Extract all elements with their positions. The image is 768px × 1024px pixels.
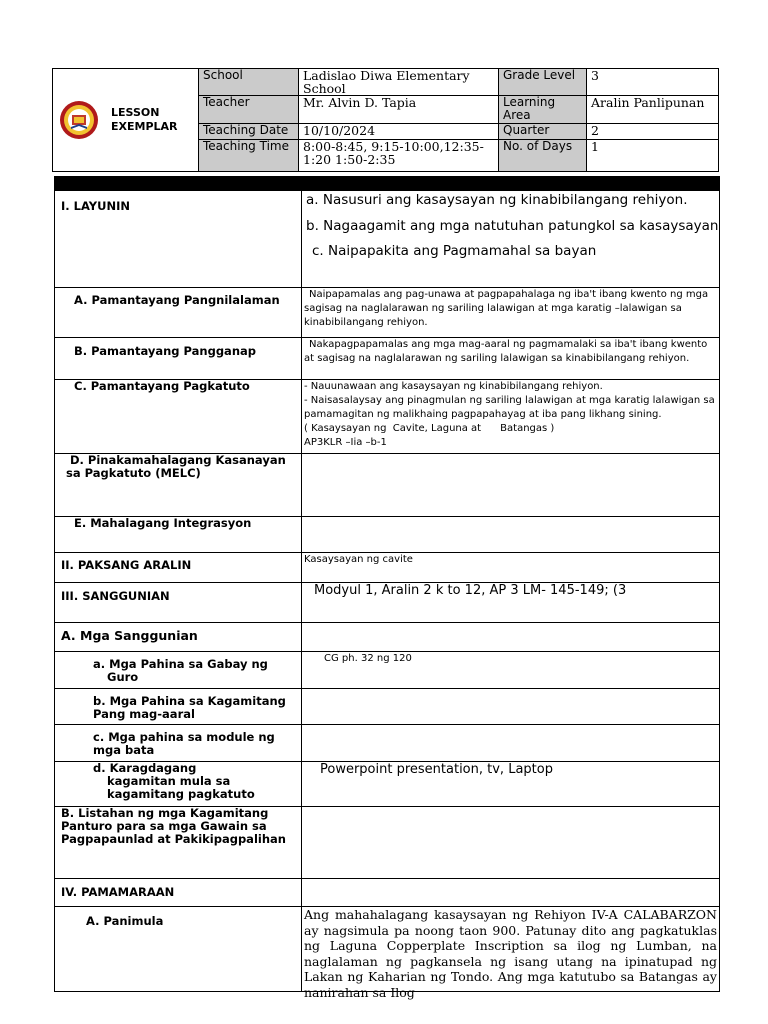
panimula-label: A. Panimula [55, 907, 302, 992]
pamamaraan-value [302, 879, 720, 907]
melc-value [302, 454, 720, 517]
table-row [55, 725, 720, 762]
pagkatuto-line-1: - Nauunawaan ang kasaysayan ng kinabibilangang rehiyon. [304, 381, 603, 392]
sanggunian-label: III. SANGGUNIAN [55, 583, 302, 623]
melc-label: D. Pinakamahalagang Kasanayan sa Pagkatuto (MELC) [55, 454, 302, 517]
table-row [55, 288, 720, 338]
table-row [55, 689, 720, 725]
table-row [55, 338, 720, 380]
pangnilalaman-label: A. Pamantayang Pangnilalaman [55, 288, 302, 338]
table-row [55, 583, 720, 623]
table-row [55, 191, 720, 288]
no-of-days-label: No. of Days [499, 140, 587, 172]
grade-level-label: Grade Level [499, 69, 587, 96]
gabay-guro-label: a. Mga Pahina sa Gabay ng Guro [55, 652, 302, 689]
table-row [55, 454, 720, 517]
integrasyon-label: E. Mahalagang Integrasyon [55, 517, 302, 553]
pagkatuto-label: C. Pamantayang Pagkatuto [55, 380, 302, 454]
panimula-cell [302, 907, 720, 1000]
layunin-objective-a: a. Nasusuri ang kasaysayan ng kinabibilangang rehiyon. [306, 192, 688, 208]
school-seal-icon [59, 100, 99, 140]
layunin-objective-c: c. Naipapakita ang Pagmamahal sa bayan [312, 243, 597, 259]
integrasyon-value [302, 517, 720, 553]
gabay-guro-value: CG ph. 32 ng 120 [302, 652, 720, 689]
table-row [55, 553, 720, 583]
table-row [55, 623, 720, 652]
school-value: Ladislao Diwa Elementary School [299, 69, 499, 96]
sanggunian-value: Modyul 1, Aralin 2 k to 12, AP 3 LM- 145-149; (3 [302, 583, 720, 623]
teacher-value: Mr. Alvin D. Tapia [299, 96, 499, 124]
pagkatuto-line-2: - Naisasalaysay ang pinagmulan ng sariling lalawigan at mga karatig lalawigan sa pamamagitan ng malikhaing pagpapahayag at iba pang likhang sining. [304, 395, 715, 420]
learning-area-value: Aralin Panlipunan [587, 96, 719, 124]
lesson-exemplar-title: LESSON EXEMPLAR [111, 106, 178, 133]
mga-sanggunian-label: A. Mga Sanggunian [55, 623, 302, 652]
pagkatuto-cell [302, 380, 720, 454]
grade-level-value: 3 [587, 69, 719, 96]
teaching-date-label: Teaching Date [199, 124, 299, 140]
teaching-date-value: 10/10/2024 [299, 124, 499, 140]
panimula-value: Ang mahahalagang kasaysayan ng Rehiyon IV-A CALABARZON ay nagsimula pa noong taon 900. Patunay dito ang pagkatuklas ng Laguna Copperplate Inscription sa ilog ng Lumban, na naglalaman ng pagkansela ng isang utang na ipinatupad ng Lakan ng Kaharian ng Tondo. Ang mga katutubo sa Batangas ay nanirahan sa Ilog [304, 907, 717, 1000]
module-bata-label: c. Mga pahina sa module ng mga bata [55, 725, 302, 762]
karagdagang-kagamitan-label: d. Karagdagang kagamitan mula sa kagamitang pagkatuto [55, 762, 302, 807]
paksang-aralin-label: II. PAKSANG ARALIN [55, 553, 302, 583]
school-label: School [199, 69, 299, 96]
kagamitan-mag-aaral-label: b. Mga Pahina sa Kagamitang Pang mag-aaral [55, 689, 302, 725]
teaching-time-value: 8:00-8:45, 9:15-10:00,12:35-1:20 1:50-2:35 [299, 140, 499, 172]
lesson-plan-table [54, 176, 720, 1000]
pagkatuto-line-4: AP3KLR –Iia –b-1 [304, 437, 387, 448]
module-bata-value [302, 725, 720, 762]
listahan-kagamitan-value [302, 807, 720, 879]
mga-sanggunian-value [302, 623, 720, 652]
table-row [55, 879, 720, 907]
pangganap-value: Nakapagpapamalas ang mga mag-aaral ng pagmamalaki sa iba't ibang kwento at sagisag na naglalarawan ng sariling lalawigan sa kinabibilangang rehiyon. [302, 338, 720, 380]
no-of-days-value: 1 [587, 140, 719, 172]
layunin-label: I. LAYUNIN [55, 191, 302, 288]
table-row [55, 807, 720, 879]
table-row [55, 517, 720, 553]
quarter-value: 2 [587, 124, 719, 140]
pamamaraan-label: IV. PAMAMARAAN [55, 879, 302, 907]
teaching-time-label: Teaching Time [199, 140, 299, 172]
pagkatuto-line-3: ( Kasaysayan ng Cavite, Laguna at Batangas ) [304, 423, 555, 434]
pangnilalaman-value: Naipapamalas ang pag-unawa at pagpapahalaga ng iba't ibang kwento ng mga sagisag na naglalarawan ng sariling lalawigan at mga karatig –lalawigan sa kinabibilangang rehiyon. [302, 288, 720, 338]
listahan-kagamitan-label: B. Listahan ng mga Kagamitang Panturo para sa mga Gawain sa Pagpapaunlad at Pakikipagpalihan [55, 807, 302, 879]
header-table [52, 68, 719, 172]
paksang-aralin-value: Kasaysayan ng cavite [302, 553, 720, 583]
table-top-bar [55, 177, 720, 191]
quarter-label: Quarter [499, 124, 587, 140]
layunin-objective-b: b. Nagaagamit ang mga natutuhan patungkol sa kasaysayan [306, 218, 719, 234]
layunin-cell [302, 191, 720, 288]
table-row [55, 380, 720, 454]
karagdagang-kagamitan-value: Powerpoint presentation, tv, Laptop [302, 762, 720, 807]
table-row [55, 762, 720, 807]
header-logo-cell [53, 69, 199, 172]
table-row [55, 652, 720, 689]
teacher-label: Teacher [199, 96, 299, 124]
pangganap-label: B. Pamantayang Pangganap [55, 338, 302, 380]
kagamitan-mag-aaral-value [302, 689, 720, 725]
learning-area-label: Learning Area [499, 96, 587, 124]
table-row [55, 907, 720, 992]
